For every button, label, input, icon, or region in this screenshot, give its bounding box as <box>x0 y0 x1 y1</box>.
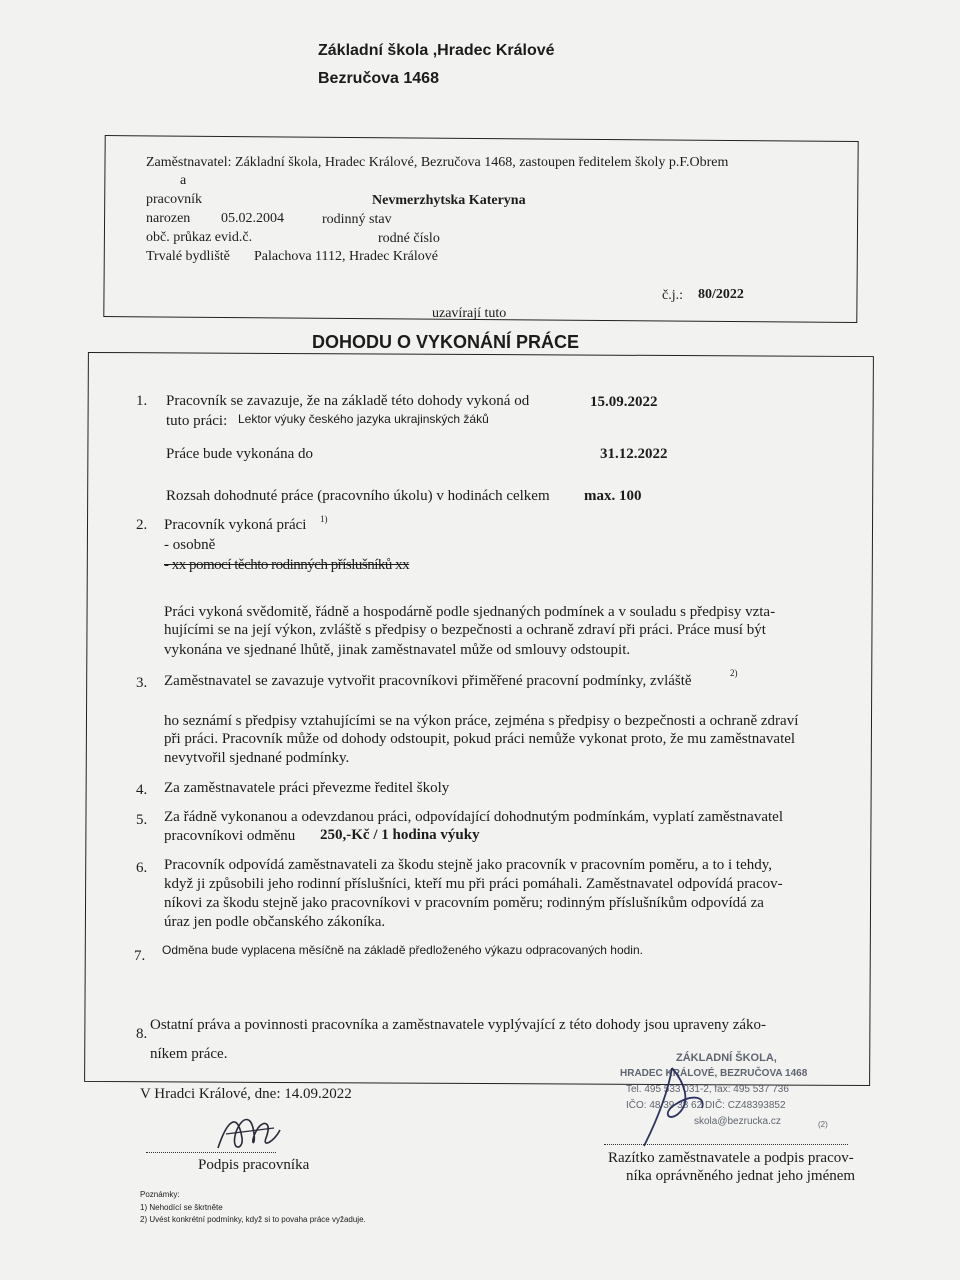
scope-value: max. 100 <box>584 488 642 504</box>
residence-value: Palachova 1112, Hradec Králové <box>254 249 438 264</box>
stamp-line5: skola@bezrucka.cz <box>694 1116 781 1127</box>
place-date: V Hradci Králové, dne: 14.09.2022 <box>140 1086 352 1102</box>
residence-label: Trvalé bydliště <box>146 249 230 264</box>
id-label: obč. průkaz evid.č. <box>146 230 253 245</box>
born-label: narozen <box>146 211 191 226</box>
footnotes-title: Poznámky: <box>140 1190 180 1199</box>
stamp-line4: IČO: 48 39 38 62 DIČ: CZ48393852 <box>626 1100 786 1111</box>
section-4-text: Za zaměstnavatele práci převezme ředitel školy <box>164 780 450 796</box>
work-description: Lektor výuky českého jazyka ukrajinských žáků <box>238 412 489 426</box>
section-3-para2: při práci. Pracovník může od dohody odstoupit, pokud práci nemůže vykonat proto, že mu zaměstnavatel <box>164 731 796 747</box>
section-2-para2: hujícími se na její výkon, zvláště s předpisy o bezpečnosti a ochraně zdraví při práci. Práce musí být <box>164 622 766 638</box>
section-5-line2: pracovníkovi odměnu <box>164 828 296 844</box>
section-8-line1: Ostatní práva a povinnosti pracovníka a zaměstnavatele vyplývající z této dohody jsou upraveny záko- <box>150 1017 767 1033</box>
section-6-para2: když ji způsobili jeho rodinní příslušníci, kteří mu při práci pomáhali. Zaměstnavatel odpovídá pracov- <box>164 876 783 892</box>
employer-signature-label2: níka oprávněného jednat jeho jménem <box>626 1168 856 1184</box>
stamp-line3: Tel. 495 533 031-2, fax: 495 537 736 <box>626 1084 789 1095</box>
section-3-line1: Zaměstnavatel se zavazuje vytvořit pracovníkovi přiměřené pracovní podmínky, zvláště <box>164 673 692 689</box>
section-5-line1: Za řádně vykonanou a odevzdanou práci, odpovídající dohodnutým podmínkám, vyplatí zaměstnavatel <box>164 809 783 825</box>
marital-label: rodinný stav <box>322 212 392 227</box>
section-1-line1: Pracovník se zavazuje, že na základě této dohody vykoná od <box>166 393 530 409</box>
section-7-text: Odměna bude vyplacena měsíčně na základě předloženého výkazu odpracovaných hodin. <box>162 943 643 957</box>
section-3-para1: ho seznámí s předpisy vztahujícími se na výkon práce, zejména s předpisy o bezpečnosti a ochraně zdraví <box>164 713 799 729</box>
section-6-para3: níkovi za škodu stejně jako pracovníkovi v pracovním poměru; rodinným příslušníkům odpovídá za <box>164 895 764 911</box>
employer-line: Zaměstnavatel: Základní škola, Hradec Králové, Bezručova 1468, zastoupen ředitelem školy p.F.Obrem <box>146 155 729 170</box>
and-word: a <box>180 173 187 188</box>
stamp-line1: ZÁKLADNÍ ŠKOLA, <box>676 1052 777 1064</box>
section-3-number: 3. <box>136 675 148 691</box>
section-4-number: 4. <box>136 782 148 798</box>
ref-value: 80/2022 <box>698 287 744 302</box>
section-6-number: 6. <box>136 860 148 876</box>
option-personally: - osobně <box>164 537 216 553</box>
section-7-number: 7. <box>134 948 146 964</box>
stamp-line2: HRADEC KRÁLOVÉ, BEZRUČOVA 1468 <box>620 1068 808 1079</box>
section-2-footnote-ref: 1) <box>320 514 328 524</box>
end-date: 31.12.2022 <box>600 446 668 462</box>
start-date: 15.09.2022 <box>590 394 658 410</box>
option-family-struck: - xx pomocí těchto rodinných příslušníků xx <box>164 557 410 573</box>
footnote-1: 1) Nehodící se škrtněte <box>140 1203 223 1212</box>
worker-signature-mark <box>208 1108 288 1158</box>
section-2-line1: Pracovník vykoná práci <box>164 517 307 533</box>
worker-name: Nevmerzhytska Kateryna <box>372 193 526 208</box>
section-3-para3: nevytvořil sjednané podmínky. <box>164 750 350 766</box>
ref-label: č.j.: <box>662 288 683 303</box>
document-title: DOHODU O VYKONÁNÍ PRÁCE <box>312 332 580 352</box>
section-3-footnote-ref: 2) <box>730 668 738 678</box>
school-name: Základní škola ,Hradec Králové <box>318 42 555 59</box>
stamp-line6: (2) <box>818 1120 828 1129</box>
employer-signature-label1: Razítko zaměstnavatele a podpis pracov- <box>608 1150 854 1166</box>
section-2-para1: Práci vykoná svědomitě, řádně a hospodárně podle sjednaných podmínek a v souladu s předpisy vzta- <box>164 604 776 620</box>
school-address: Bezručova 1468 <box>318 70 439 87</box>
section-8-number: 8. <box>136 1026 148 1042</box>
birth-number-label: rodné číslo <box>378 231 440 246</box>
footnote-2: 2) Uvést konkrétní podmínky, když si to povaha práce vyžaduje. <box>140 1215 366 1224</box>
section-5-number: 5. <box>136 812 148 828</box>
section-8-line2: níkem práce. <box>150 1046 228 1062</box>
until-label: Práce bude vykonána do <box>166 446 314 462</box>
worker-signature-label: Podpis pracovníka <box>198 1157 310 1173</box>
worker-label: pracovník <box>146 192 202 207</box>
section-6-para4: úraz jen podle občanského zákoníka. <box>164 914 386 930</box>
section-2-para3: vykonána ve sjednané lhůtě, jinak zaměstnavatel může od smlouvy odstoupit. <box>164 642 631 658</box>
section-6-para1: Pracovník odpovídá zaměstnavateli za škodu stejně jako pracovník v pracovním poměru, a to i tehdy, <box>164 857 773 873</box>
scope-label: Rozsah dohodnuté práce (pracovního úkolu) v hodinách celkem <box>166 488 550 504</box>
employer-signature-line <box>604 1144 848 1145</box>
employer-signature-mark <box>632 1062 722 1152</box>
reward-amount: 250,-Kč / 1 hodina výuky <box>320 827 480 843</box>
conclude-text: uzavírají tuto <box>432 306 507 321</box>
section-2-number: 2. <box>136 517 148 533</box>
worker-signature-line <box>146 1152 276 1153</box>
section-1-number: 1. <box>136 393 148 409</box>
section-1-line2: tuto práci: <box>166 413 228 429</box>
born-date: 05.02.2004 <box>221 211 284 226</box>
